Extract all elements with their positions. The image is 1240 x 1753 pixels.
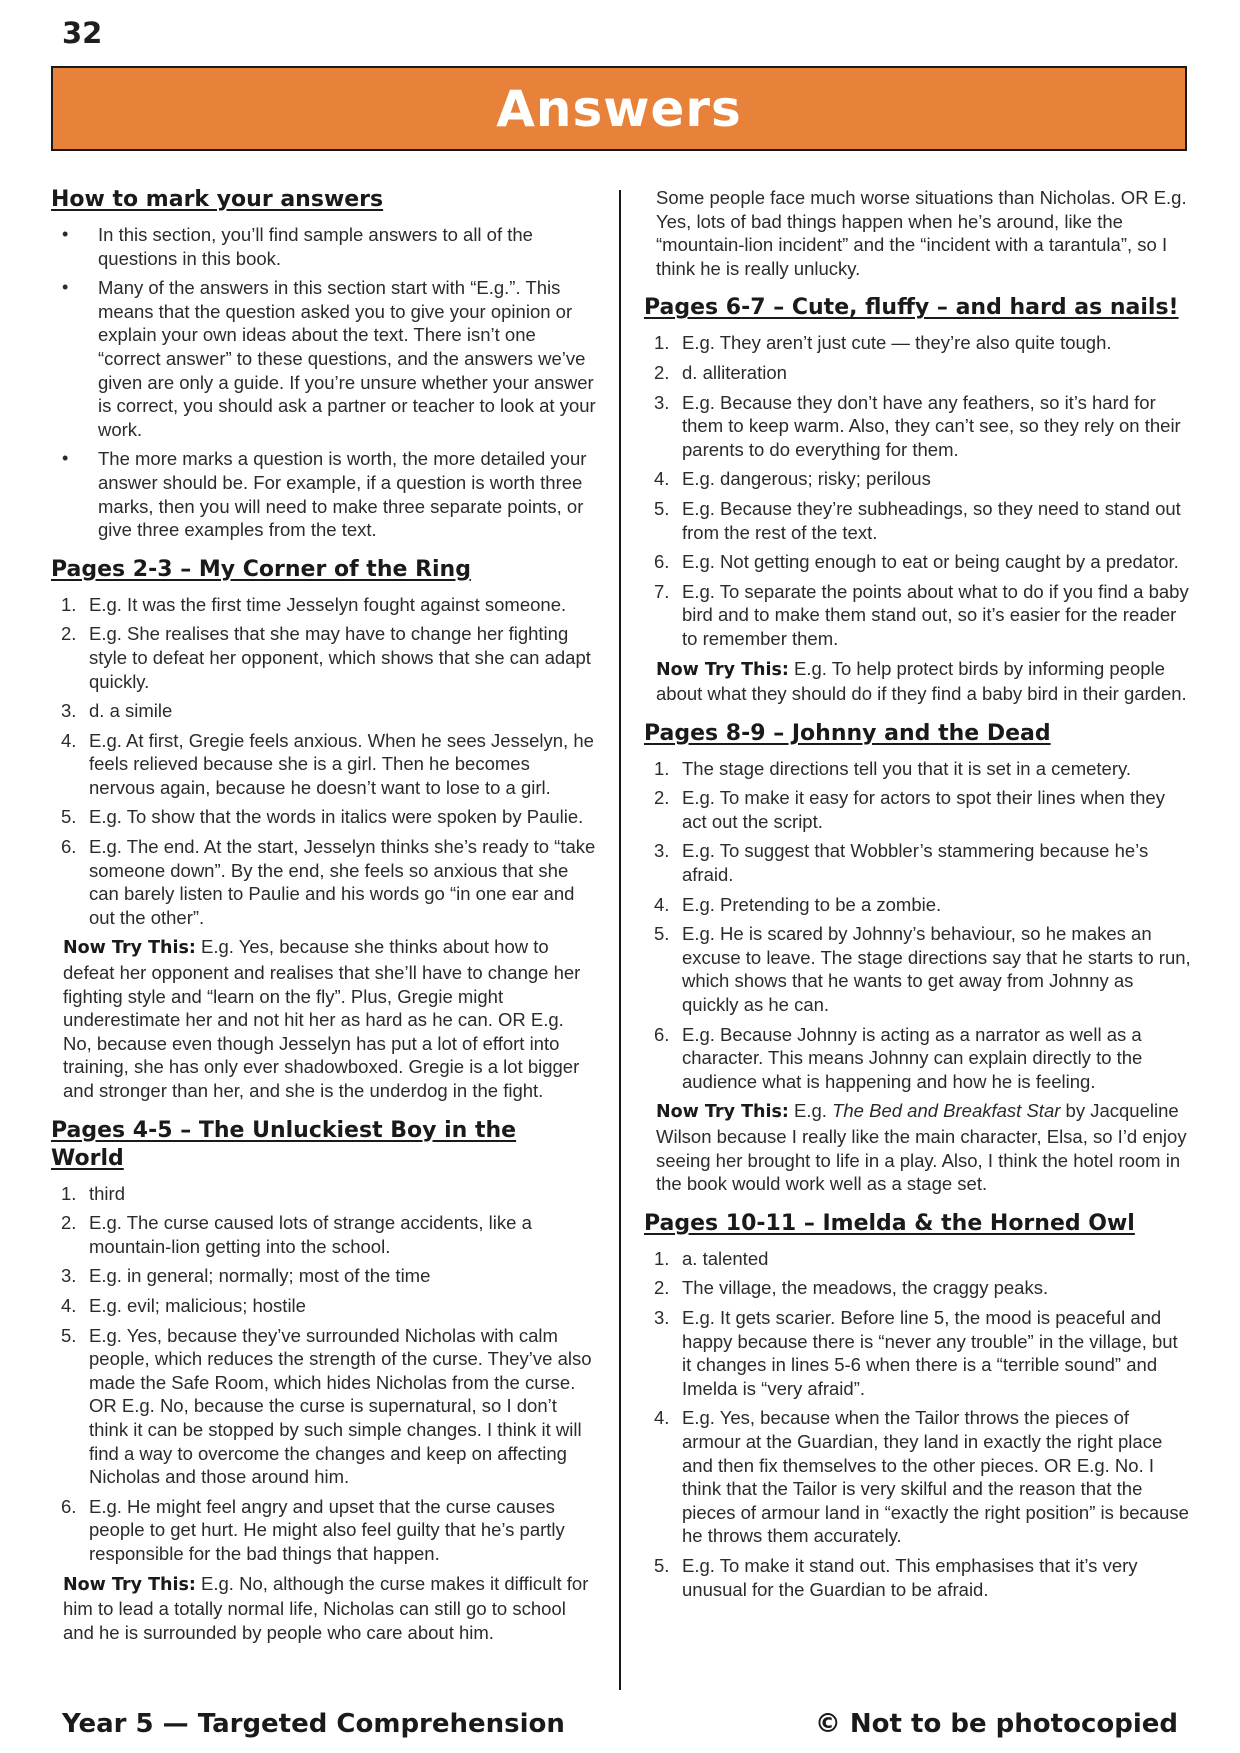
banner-title: Answers	[496, 79, 742, 138]
answer-text: E.g. Not getting enough to eat or being caught by a predator.	[682, 551, 1179, 573]
answer-number: 6.	[654, 1023, 670, 1045]
answer-item	[644, 550, 1192, 574]
answer-text: E.g. Yes, because they’ve surrounded Nicholas with calm people, which reduces the strength of the curse. They’ve also made the Safe Room, which hides Nicholas from the curse. OR E.g. No, because the curse is supernatural, so I don’t think it can be stopped by such simple changes. I think it will find a way to overcome the changes and keep on affecting Nicholas and those around him.	[89, 1324, 592, 1488]
answers-pages-6-7	[644, 331, 1192, 650]
answer-text: The village, the meadows, the craggy peaks.	[682, 1277, 1049, 1299]
answer-text: E.g. Because they’re subheadings, so they need to stand out from the rest of the text.	[682, 497, 1181, 543]
section-heading-how-to-mark: How to mark your answers	[51, 187, 384, 212]
column-divider	[619, 190, 621, 1690]
now-try-this-text: E.g. To help protect birds by informing people about what they should do if they find a baby bird in their garden.	[656, 657, 1187, 705]
answer-text: E.g. Yes, because when the Tailor throws the pieces of armour at the Guardian, they land in exactly the right place and then fix themselves to the other pieces. OR E.g. No. I think that the Tailor is very skilful and the reason that the pieces of armour land in “exactly the right position” is because he throws them accurately.	[682, 1407, 1189, 1547]
answer-number: 3.	[654, 1306, 670, 1328]
now-try-this-label: Now Try This:	[656, 659, 789, 680]
answer-number: 4.	[654, 468, 670, 490]
answer-text: E.g. She realises that she may have to change her fighting style to defeat her opponent, which shows that she can adapt quickly.	[89, 623, 591, 692]
answer-item	[644, 1406, 1192, 1548]
answer-number: 1.	[654, 757, 670, 779]
answer-item	[644, 361, 1192, 385]
answer-number: 2.	[654, 361, 670, 383]
now-try-this-text: E.g. Yes, because she thinks about how to defeat her opponent and realises that she’ll have to change her fighting style and “learn on the fly”. Plus, Gregie might underestimate her and not hit her as hard as he can. OR E.g. No, because even though Jesselyn has put a lot of effort into training, she has only ever shadowboxed. Gregie is a lot bigger and stronger than her, and she is the underdog in the fight.	[63, 936, 581, 1101]
answer-item	[51, 622, 596, 693]
answer-number: 5.	[61, 806, 77, 828]
section-heading-pages-8-9: Pages 8-9 – Johnny and the Dead	[644, 720, 1051, 746]
page-number: 32	[62, 16, 103, 50]
answers-pages-10-11	[644, 1247, 1192, 1601]
answer-number: 1.	[61, 1182, 77, 1204]
answer-text: E.g. The end. At the start, Jesselyn thinks she’s ready to “take someone down”. By the end, she feels so anxious that she can barely listen to Paulie and his words go “in one ear and out the other”.	[89, 836, 596, 928]
answer-number: 1.	[654, 1247, 670, 1269]
answer-text: E.g. He is scared by Johnny’s behaviour, so he makes an excuse to leave. The stage directions say that he starts to run, which shows that he wants to get away from Johnny as quickly as he can.	[682, 923, 1191, 1016]
answer-number: 2.	[61, 623, 77, 645]
answer-number: 5.	[61, 1324, 77, 1346]
answer-item	[644, 391, 1192, 462]
now-try-this-pages-8-9	[656, 1099, 1192, 1195]
bullet-item: • The more marks a question is worth, the more detailed your answer should be. For example, if a question is worth three marks, then you will need to make three separate points, or give three examples from the text.	[51, 447, 596, 541]
answer-item	[644, 331, 1192, 355]
answer-item	[51, 593, 596, 617]
answers-pages-4-5	[51, 1182, 596, 1566]
answer-item	[644, 786, 1192, 833]
answer-item	[644, 467, 1192, 491]
answers-banner	[51, 66, 1187, 151]
answer-text: E.g. in general; normally; most of the time	[89, 1265, 431, 1287]
answer-text: E.g. It gets scarier. Before line 5, the mood is peaceful and happy because there is “never any trouble” in the village, but it changes in lines 5-6 when there is a “terrible sound” and Imelda is “very afraid”.	[682, 1306, 1178, 1399]
answer-text: E.g. To make it stand out. This emphasises that it’s very unusual for the Guardian to be afraid.	[682, 1554, 1138, 1600]
now-try-this-pages-6-7	[656, 657, 1192, 706]
answers-pages-2-3	[51, 593, 596, 930]
answer-text: E.g. It was the first time Jesselyn fought against someone.	[89, 593, 567, 615]
now-try-this-label: Now Try This:	[63, 1574, 196, 1595]
answer-item	[51, 1324, 596, 1489]
answer-item	[644, 580, 1192, 651]
answer-number: 5.	[654, 497, 670, 519]
answer-text: The stage directions tell you that it is set in a cemetery.	[682, 757, 1132, 779]
left-column	[51, 186, 596, 1646]
section-heading-pages-6-7: Pages 6-7 – Cute, fluffy – and hard as nails!	[644, 295, 1179, 321]
answer-text: E.g. Because Johnny is acting as a narrator as well as a character. This means Johnny can explain directly to the audience what is happening and how he is feeling.	[682, 1023, 1143, 1092]
answer-item	[51, 699, 596, 723]
answer-item	[644, 1306, 1192, 1400]
answer-item	[644, 839, 1192, 886]
answer-text: E.g. They aren’t just cute — they’re also quite tough.	[682, 332, 1112, 354]
footer-book-title: Year 5 — Targeted Comprehension	[62, 1709, 565, 1739]
answer-text: E.g. evil; malicious; hostile	[89, 1294, 306, 1316]
answer-item	[51, 1264, 596, 1288]
bullet-item: • Many of the answers in this section start with “E.g.”. This means that the question asked you to give your opinion or explain your own ideas about the text. There isn’t one “correct answer” to these questions, and the answers we’ve given are only a guide. If you’re unsure whether your answer is correct, you should ask a partner or teacher to look at your work.	[51, 276, 596, 441]
answer-item	[51, 805, 596, 829]
right-column	[644, 186, 1192, 1607]
answer-text: a. talented	[682, 1247, 769, 1269]
answer-item	[51, 1211, 596, 1258]
answer-text: third	[89, 1182, 125, 1204]
answer-number: 4.	[61, 1294, 77, 1316]
answer-item	[51, 1182, 596, 1206]
now-try-this-pages-2-3	[63, 935, 596, 1102]
answer-item	[644, 1554, 1192, 1601]
answer-text: E.g. To suggest that Wobbler’s stammering because he’s afraid.	[682, 840, 1149, 886]
answer-number: 7.	[654, 580, 670, 602]
answer-item	[644, 922, 1192, 1016]
answer-text: d. a simile	[89, 700, 173, 722]
answer-item	[51, 729, 596, 800]
section-heading-pages-10-11: Pages 10-11 – Imelda & the Horned Owl	[644, 1210, 1135, 1236]
answer-text: E.g. At first, Gregie feels anxious. When he sees Jesselyn, he feels relieved because she is a girl. Then he becomes nervous again, because he doesn’t want to lose to a girl.	[89, 729, 594, 798]
footer-copyright: © Not to be photocopied	[814, 1709, 1178, 1739]
answer-text: E.g. Pretending to be a zombie.	[682, 893, 942, 915]
answer-item	[644, 1276, 1192, 1300]
answer-number: 2.	[654, 787, 670, 809]
answer-item	[644, 1023, 1192, 1094]
answer-number: 6.	[61, 1495, 77, 1517]
answer-number: 1.	[61, 593, 77, 615]
bullet-item: • In this section, you’ll find sample answers to all of the questions in this book.	[51, 223, 596, 270]
answer-text: E.g. To show that the words in italics were spoken by Paulie.	[89, 806, 584, 828]
now-try-this-text-cont: by Jacqueline Wilson because I really like the main character, Elsa, so I’d enjoy seeing her brought to life in a play. Also, I think the hotel room in the book would work well as a stage set.	[656, 1100, 1187, 1195]
answer-item	[51, 1294, 596, 1318]
answer-number: 4.	[654, 893, 670, 915]
answer-text: E.g. To make it easy for actors to spot their lines when they act out the script.	[682, 787, 1165, 832]
now-try-this-pages-4-5	[63, 1572, 596, 1645]
now-try-this-label: Now Try This:	[656, 1102, 789, 1123]
answer-item	[644, 1247, 1192, 1271]
answer-text: E.g. dangerous; risky; perilous	[682, 468, 931, 490]
answer-number: 3.	[654, 391, 670, 413]
answer-number: 4.	[654, 1407, 670, 1429]
answer-item	[644, 893, 1192, 917]
continued-answer-text: Some people face much worse situations than Nicholas. OR E.g. Yes, lots of bad things happen when he’s around, like the “mountain-lion incident” and the “incident with a tarantula”, so I think he is really unlucky.	[656, 187, 1187, 279]
now-try-this-label: Now Try This:	[63, 938, 196, 959]
answer-item	[644, 497, 1192, 544]
answer-text: E.g. The curse caused lots of strange accidents, like a mountain-lion getting into the school.	[89, 1212, 532, 1257]
section-heading-pages-2-3: Pages 2-3 – My Corner of the Ring	[51, 556, 471, 582]
answer-number: 5.	[654, 923, 670, 945]
answer-number: 3.	[61, 1265, 77, 1287]
answer-number: 1.	[654, 332, 670, 354]
answer-text: d. alliteration	[682, 361, 787, 383]
answer-number: 5.	[654, 1554, 670, 1576]
answer-text: E.g. To separate the points about what to do if you find a baby bird and to make them stand out, so it’s easier for the reader to remember them.	[682, 580, 1189, 649]
answer-item	[51, 1495, 596, 1566]
answers-pages-8-9	[644, 757, 1192, 1094]
answer-number: 2.	[654, 1277, 670, 1299]
answer-item	[644, 757, 1192, 781]
answer-number: 3.	[654, 840, 670, 862]
now-try-this-text: E.g.	[788, 1100, 833, 1122]
answer-item	[51, 835, 596, 929]
answer-number: 2.	[61, 1212, 77, 1234]
how-to-mark-list	[51, 223, 596, 542]
answer-number: 3.	[61, 700, 77, 722]
answer-text: E.g. He might feel angry and upset that the curse causes people to get hurt. He might also feel guilty that he’s partly responsible for the bad things that happen.	[89, 1495, 565, 1564]
now-try-this-text: E.g. No, although the curse makes it difficult for him to lead a totally normal life, Nicholas can still go to school and he is surrounded by people who care about him.	[63, 1572, 589, 1643]
section-heading-pages-4-5: Pages 4-5 – The Unluckiest Boy in the World	[51, 1117, 517, 1171]
answer-text: E.g. Because they don’t have any feathers, so it’s hard for them to keep warm. Also, they can’t see, so they rely on their parents to do everything for them.	[682, 391, 1181, 460]
answer-number: 6.	[61, 836, 77, 858]
book-title-italic: The Bed and Breakfast Star	[832, 1100, 1061, 1122]
answer-number: 6.	[654, 551, 670, 573]
answer-number: 4.	[61, 729, 77, 751]
